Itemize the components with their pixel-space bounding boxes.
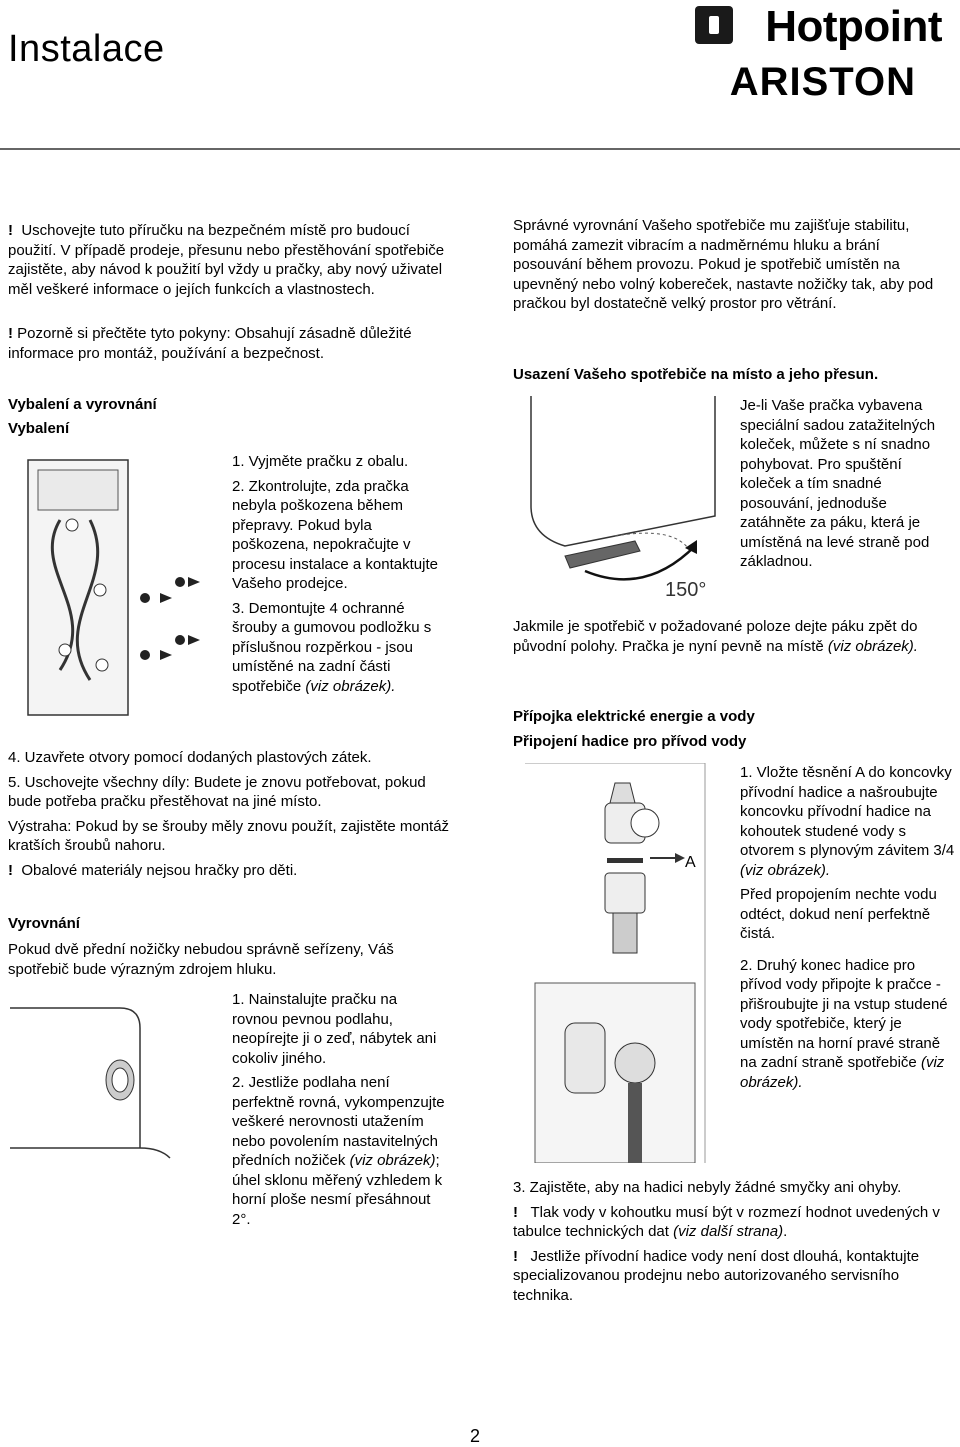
- unpack-step-2: 2. Zkontrolujte, zda pračka nebyla poškozena během přepravy. Pokud byla poškozena, nepokračujte v procesu instalace a kontaktujte Vašeho prodejce.: [232, 477, 438, 592]
- subheading-hose: Připojení hadice pro přívod vody: [513, 733, 747, 750]
- hose-step-1: 1. Vložte těsnění A do koncovky přívodní hadice a našroubujte koncovku přívodní hadice na kohoutek studené vody s otvorem s plynovým závitem 3/4 (viz obrázek).: [740, 764, 955, 879]
- level-step-2: 2. Jestliže podlaha není perfektně rovná, vykompenzujte veškeré nerovnosti utažením nebo povolením nastavitelných předních nožiček (viz obrázek); úhel sklonu měřený vzhledem k horní ploše nesmí přesáhnout 2°.: [232, 1074, 445, 1228]
- warning-mark: !: [8, 325, 13, 342]
- back-panel-illustration: [20, 450, 220, 720]
- page-number: 2: [470, 1426, 481, 1446]
- stability-paragraph: Správné vyrovnání Vašeho spotřebiče mu zajišťuje stabilitu, pomáhá zamezit vibracím a nadměrnému hluku a brání posouvání během provozu. Pokud je spotřebič umístěn na upevněný nebo volný kobereček, nastavte nožičky tak, aby pod pračkou byl dostatečně velký prostor pro větrání.: [513, 217, 934, 312]
- hose-step-3: 3. Zajistěte, aby na hadici nebyly žádné smyčky ani ohyby.: [513, 1179, 902, 1196]
- unpack-steps-continued: [8, 748, 458, 885]
- intro-text-1: Uschovejte tuto příručku na bezpečném místě pro budoucí použití. V případě prodeje, přesunu nebo přestěhování spotřebiče zajistěte, aby návod k použití byl vždy u pračky, aby nový uživatel měl veškeré informace o jejích funkcích a vlastnostech.: [8, 222, 445, 298]
- foot-adjust-illustration: [10, 988, 220, 1188]
- hotpoint-logo-icon: [695, 6, 733, 44]
- wheel-lever-illustration: [525, 396, 725, 601]
- intro-paragraph-2: [8, 324, 448, 363]
- unpack-step-4: 4. Uzavřete otvory pomocí dodaných plastových zátek.: [8, 749, 372, 766]
- wheels-paragraph: Je-li Vaše pračka vybavena speciální sadou zatažitelných koleček, můžete s ní snadno pohybovat. Pro spuštění koleček a tím snadné posouvání, jednoduše zatáhněte za páku, která je umístěná na levé straně pod základnou.: [740, 397, 936, 570]
- brand-ariston: ARISTON: [729, 60, 916, 104]
- hose-step-1b: Před propojením nechte vodu odtéct, dokud není perfektně čistá.: [740, 886, 937, 942]
- unpack-step-1: 1. Vyjměte pračku z obalu.: [232, 453, 409, 470]
- hose-connection-illustration: [525, 763, 730, 1163]
- unpack-step-5: 5. Uschovejte všechny díly: Budete je znovu potřebovat, pokud bude potřeba pračku přestěhovat na jiné místo.: [8, 773, 426, 810]
- kids-warning: ! Obalové materiály nejsou hračky pro děti.: [8, 861, 298, 879]
- hose-notes: [513, 1178, 953, 1310]
- intro-text-2: Pozorně si přečtěte tyto pokyny: Obsahují zásadně důležité informace pro montáž, používání a bezpečnost.: [8, 325, 412, 362]
- page-title: Instalace: [8, 28, 165, 70]
- unpack-warning: Výstraha: Pokud by se šrouby měly znovu použít, zajistěte montáž kratších šroubů nahoru.: [8, 817, 450, 854]
- unpack-step-3: 3. Demontujte 4 ochranné šrouby a gumovou podložku s příslušnou rozpěrkou - jsou umístěné na zadní části spotřebiče (viz obrázek).: [232, 599, 432, 695]
- hose-steps: [740, 763, 955, 1097]
- level-step-1: 1. Nainstalujte pračku na rovnou pevnou podlahu, neopírejte ji o zeď, nábytek ani cokoliv jiného.: [232, 991, 437, 1067]
- gasket-label-a: A: [685, 854, 696, 871]
- pressure-note: ! Tlak vody v kohoutku musí být v rozmezí hodnot uvedených v tabulce technických dat (viz další strana).: [513, 1203, 940, 1240]
- level-intro: Pokud dvě přední nožičky nebudou správně seřízeny, Váš spotřebič bude výrazným zdrojem hluku.: [8, 941, 394, 978]
- section-heading-move: Usazení Vašeho spotřebiče na místo a jeho přesun.: [513, 366, 879, 383]
- brand-hotpoint: Hotpoint: [765, 2, 942, 51]
- unpack-steps: [232, 452, 450, 701]
- section-heading-power: Přípojka elektrické energie a vody: [513, 708, 755, 725]
- section-heading-level: Vyrovnání: [8, 915, 80, 932]
- hose-step-2: 2. Druhý konec hadice pro přívod vody připojte k pračce - přišroubujte ji na vstup studené vody spotřebiče, který je umístěn na horní pravé straně na zadní straně spotřebiče (viz obrázek).: [740, 956, 948, 1091]
- length-note: ! Jestliže přívodní hadice vody není dost dlouhá, kontaktujte specializovanou prodejnu nebo autorizovaného servisního technika.: [513, 1247, 920, 1304]
- lever-back-paragraph: Jakmile je spotřebič v požadované poloze dejte páku zpět do původní polohy. Pračka je nyní pevně na místě (viz obrázek).: [513, 618, 918, 655]
- header-divider: [0, 148, 960, 150]
- intro-paragraph-1: [8, 221, 448, 299]
- level-steps: [232, 990, 447, 1234]
- section-heading-unpack: Vybalení a vyrovnání: [8, 396, 157, 413]
- subheading-unpack: Vybalení: [8, 420, 70, 437]
- angle-label: 150°: [665, 579, 707, 601]
- warning-mark: !: [8, 222, 13, 239]
